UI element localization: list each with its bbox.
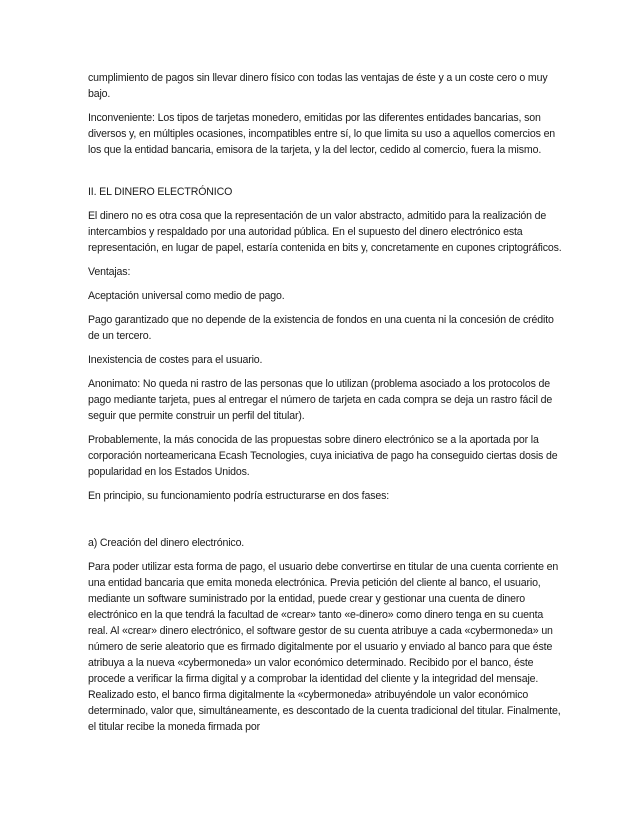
- ecash-paragraph: Probablemente, la más conocida de las propuestas sobre dinero electrónico se a la aportada por la corporación norteamericana Ecash Tecnologies, cuya iniciativa de pago ha conseguido ciertas dosis de popularidad en los Estados Unidos.: [88, 434, 558, 478]
- ventaja-item-3: Inexistencia de costes para el usuario.: [88, 354, 263, 366]
- section-heading: II. EL DINERO ELECTRÓNICO: [88, 186, 233, 198]
- spacer: [88, 512, 562, 535]
- ventajas-label: Ventajas:: [88, 266, 131, 278]
- subsection-heading: a) Creación del dinero electrónico.: [88, 537, 245, 549]
- ventaja-item-2: Pago garantizado que no depende de la existencia de fondos en una cuenta ni la concesión de crédito de un tercero.: [88, 314, 554, 342]
- ventaja-item-1: Aceptación universal como medio de pago.: [88, 290, 285, 302]
- definition-paragraph: El dinero no es otra cosa que la representación de un valor abstracto, admitido para la realización de intercambios y respaldado por una autoridad pública. En el supuesto del dinero electrónico esta representación, en lugar de papel, estaría contenida en bits y, concretamente en cupones criptográficos.: [88, 210, 562, 254]
- inconveniente-paragraph: Inconveniente: Los tipos de tarjetas monedero, emitidas por las diferentes entidades bancarias, son diversos y, en múltiples ocasiones, incompatibles entre sí, lo que limita su uso a aquellos comercios en los que la entidad bancaria, emisora de la tarjeta, y la del lector, cedido al comercio, fuera la mismo.: [88, 112, 556, 156]
- fases-paragraph: En principio, su funcionamiento podría estructurarse en dos fases:: [88, 490, 390, 502]
- document-page: [88, 70, 562, 743]
- ventaja-item-4: Anonimato: No queda ni rastro de las personas que lo utilizan (problema asociado a los protocolos de pago mediante tarjeta, pues al entregar el número de tarjeta en cada compra se deja un rastro fácil de seguir que permite construir un perfil del titular).: [88, 378, 553, 422]
- intro-paragraph: cumplimiento de pagos sin llevar dinero físico con todas las ventajas de éste y a un coste cero o muy bajo.: [88, 72, 548, 100]
- creation-paragraph: Para poder utilizar esta forma de pago, el usuario debe convertirse en titular de una cuenta corriente en una entidad bancaria que emita moneda electrónica. Previa petición del cliente al banco, el usuario, mediante un software suministrado por la entidad, puede crear y gestionar una cuenta de dinero electrónico en la que tendrá la facultad de «crear» tanto «e-dinero» como dinero tenga en su cuenta real. Al «crear» dinero electrónico, el software gestor de su cuenta atribuye a cada «cybermoneda» un número de serie aleatorio que es firmado digitalmente por el usuario y enviado al banco para que éste atribuya a la nueva «cybermoneda» un valor económico determinado. Recibido por el banco, éste procede a verificar la firma digital y a comprobar la identidad del cliente y la integridad del mensaje. Realizado esto, el banco firma digitalmente la «cybermoneda» atribuyéndole un valor económico determinado, valor que, simultáneamente, es descontado de la cuenta tradicional del titular. Finalmente, el titular recibe la moneda firmada por: [88, 561, 561, 733]
- spacer: [88, 166, 562, 184]
